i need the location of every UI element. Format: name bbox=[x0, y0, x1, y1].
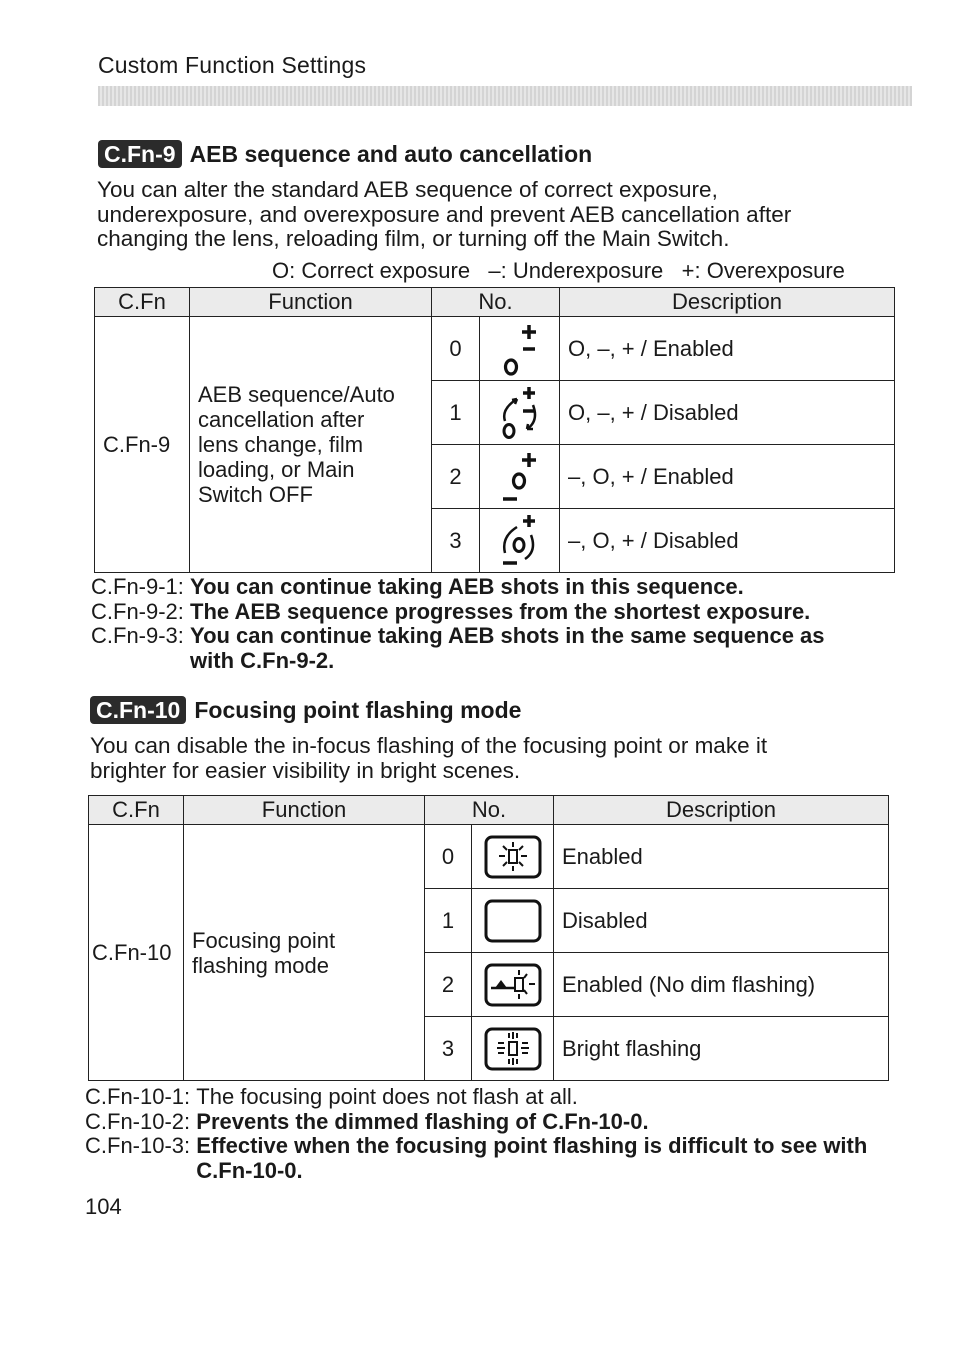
cfn10-table-header-row bbox=[89, 796, 889, 825]
note-item bbox=[85, 1085, 900, 1110]
setting-number: 3 bbox=[432, 509, 480, 573]
cfn10-function-cell bbox=[184, 825, 425, 1081]
cfn10-badge: C.Fn-10 bbox=[90, 696, 186, 724]
aeb-shortest-first-disabled-icon bbox=[480, 509, 560, 573]
setting-description: O, –, + / Disabled bbox=[560, 381, 895, 445]
note-item bbox=[85, 1110, 900, 1135]
note-text: You can continue taking AEB shots in this sequence. bbox=[190, 574, 744, 599]
note-text: Effective when the focusing point flashing is difficult to see with C.Fn-10-0. bbox=[196, 1133, 868, 1183]
note-text: The AEB sequence progresses from the shortest exposure. bbox=[190, 598, 811, 624]
setting-description: Enabled (No dim flashing) bbox=[554, 953, 889, 1017]
cfn9-header-function: Function bbox=[190, 288, 432, 317]
setting-description: O, –, + / Enabled bbox=[560, 317, 895, 381]
cfn10-intro-line: You can disable the in-focus flashing of the focusing point or make it bbox=[90, 733, 768, 758]
note-item bbox=[91, 600, 901, 625]
note-label: C.Fn-10-3: bbox=[85, 1133, 197, 1158]
cfn10-header-cfn: C.Fn bbox=[89, 796, 184, 825]
setting-number: 2 bbox=[432, 445, 480, 509]
note-text: Prevents the dimmed flashing of C.Fn-10-0. bbox=[196, 1108, 649, 1134]
cfn10-notes bbox=[85, 1085, 900, 1183]
cfn9-badge: C.Fn-9 bbox=[98, 140, 182, 168]
cfn9-table bbox=[94, 287, 895, 573]
cfn9-function-cell bbox=[190, 317, 432, 573]
cfn10-header-description: Description bbox=[554, 796, 889, 825]
setting-description: Enabled bbox=[554, 825, 889, 889]
cfn9-function-line: AEB sequence/Auto bbox=[198, 382, 395, 407]
cfn9-notes bbox=[91, 575, 901, 673]
setting-description: Bright flashing bbox=[554, 1017, 889, 1081]
focus-point-bright-icon bbox=[472, 1017, 554, 1081]
cfn9-intro-line: changing the lens, reloading film, or turning off the Main Switch. bbox=[97, 226, 730, 251]
cfn9-title: AEB sequence and auto cancellation bbox=[189, 141, 593, 167]
note-label: C.Fn-9-3: bbox=[91, 623, 191, 648]
cfn9-intro-line: You can alter the standard AEB sequence of correct exposure, bbox=[97, 177, 718, 202]
cfn9-heading bbox=[98, 140, 592, 168]
note-item bbox=[91, 575, 901, 600]
setting-number: 0 bbox=[425, 825, 472, 889]
cfn10-header-function: Function bbox=[184, 796, 425, 825]
setting-description: Disabled bbox=[554, 889, 889, 953]
aeb-sequence-disabled-icon bbox=[480, 381, 560, 445]
note-item bbox=[91, 624, 901, 673]
cfn10-function-line: flashing mode bbox=[192, 952, 329, 978]
cfn9-cfn-cell: C.Fn-9 bbox=[95, 317, 190, 573]
note-text: The focusing point does not flash at all. bbox=[196, 1084, 578, 1109]
setting-number: 3 bbox=[425, 1017, 472, 1081]
focus-point-blank-icon bbox=[472, 889, 554, 953]
aeb-sequence-enabled-icon bbox=[480, 317, 560, 381]
table-row bbox=[89, 825, 889, 889]
focus-point-flash-icon bbox=[472, 825, 554, 889]
setting-description: –, O, + / Disabled bbox=[560, 509, 895, 573]
cfn9-function-line: lens change, film bbox=[198, 432, 364, 457]
page-number: 104 bbox=[85, 1194, 122, 1219]
note-label: C.Fn-9-2: bbox=[91, 598, 191, 624]
cfn10-function-line: Focusing point bbox=[192, 927, 336, 953]
cfn10-heading bbox=[90, 696, 521, 724]
header-band bbox=[98, 86, 912, 106]
note-item bbox=[85, 1134, 900, 1183]
setting-number: 2 bbox=[425, 953, 472, 1017]
setting-description: –, O, + / Enabled bbox=[560, 445, 895, 509]
note-text: You can continue taking AEB shots in the same sequence as with C.Fn-9-2. bbox=[190, 623, 825, 673]
setting-number: 0 bbox=[432, 317, 480, 381]
cfn10-header-no: No. bbox=[425, 796, 554, 825]
cfn10-title: Focusing point flashing mode bbox=[194, 697, 522, 723]
cfn9-intro-line: underexposure, and overexposure and prevent AEB cancellation after bbox=[97, 201, 792, 227]
aeb-shortest-first-enabled-icon bbox=[480, 445, 560, 509]
setting-number: 1 bbox=[425, 889, 472, 953]
cfn9-legend: O: Correct exposure –: Underexposure +: Overexposure bbox=[272, 258, 845, 283]
cfn9-intro bbox=[97, 178, 897, 252]
page-header-title: Custom Function Settings bbox=[98, 52, 367, 78]
table-row bbox=[95, 317, 895, 381]
cfn9-function-line: loading, or Main bbox=[198, 457, 355, 482]
note-label: C.Fn-10-2: bbox=[85, 1108, 197, 1134]
cfn9-header-description: Description bbox=[560, 288, 895, 317]
cfn9-function-line: cancellation after bbox=[198, 407, 365, 432]
note-label: C.Fn-10-1: bbox=[85, 1084, 197, 1109]
note-label: C.Fn-9-1: bbox=[91, 574, 191, 599]
cfn9-header-no: No. bbox=[432, 288, 560, 317]
cfn10-cfn-cell: C.Fn-10 bbox=[89, 825, 184, 1081]
cfn9-table-header-row bbox=[95, 288, 895, 317]
cfn10-table bbox=[88, 795, 889, 1081]
cfn9-header-cfn: C.Fn bbox=[95, 288, 190, 317]
cfn9-function-line: Switch OFF bbox=[198, 482, 313, 507]
cfn10-intro-line: brighter for easier visibility in bright scenes. bbox=[90, 757, 521, 783]
cfn10-intro bbox=[90, 734, 890, 783]
focus-point-no-dim-icon bbox=[472, 953, 554, 1017]
setting-number: 1 bbox=[432, 381, 480, 445]
